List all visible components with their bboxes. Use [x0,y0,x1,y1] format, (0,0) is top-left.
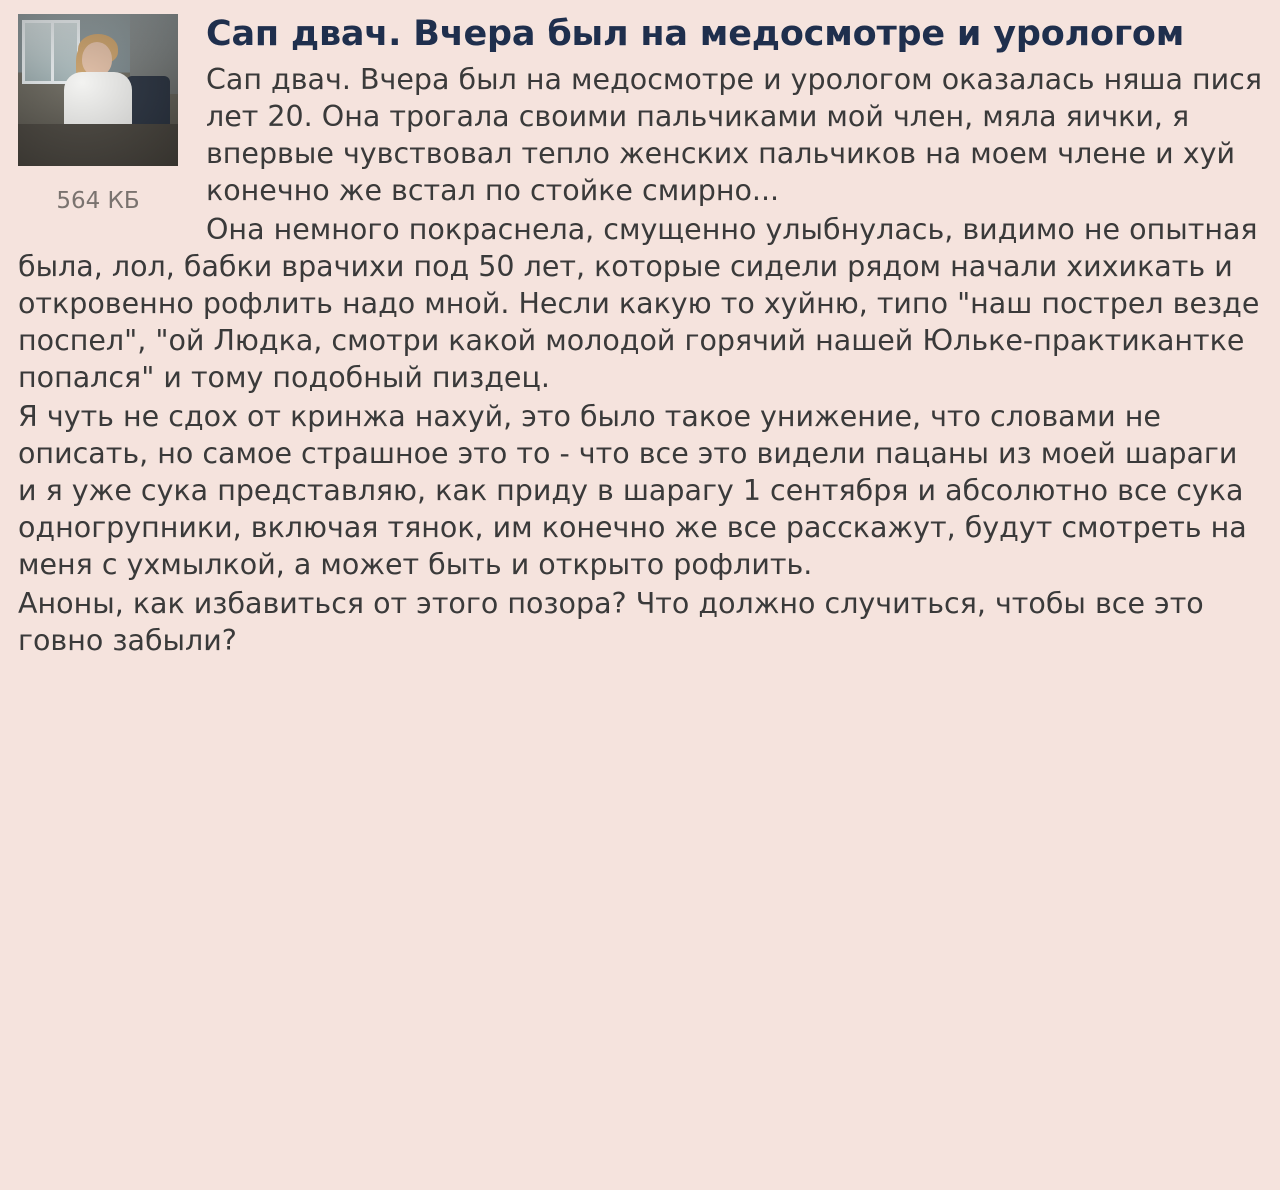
post-subject: Сап двач. Вчера был на медосмотре и урологом [206,14,1185,54]
photo-thumbnail[interactable] [18,14,178,166]
post-paragraph: Я чуть не сдох от кринжа нахуй, это было такое унижение, что словами не описать, но самое страшное это то - что все это видели пацаны из моей шараги и я уже сука представляю, как приду в шарагу 1 сентября и абсолютно все сука одногрупники, включая тянок, им конечно же все расскажут, будут смотреть на меня с ухмылкой, а может быть и открыто рофлить. [18,400,1247,582]
post-body [18,61,1262,660]
post-thumbnail-block [18,14,192,214]
post-paragraph: Сап двач. Вчера был на медосмотре и урологом оказалась няша пися лет 20. Она трогала своими пальчиками мой член, мяла яички, я впервые чувствовал тепло женских пальчиков на моем члене и хуй конечно же встал по стойке смирно... [206,62,1262,207]
post-paragraph: Она немного покраснела, смущенно улыбнулась, видимо не опытная была, лол, бабки врачихи под 50 лет, которые сидели рядом начали хихикать и откровенно рофлить надо мной. Несли какую то хуйню, типо "наш пострел везде поспел", "ой Людка, смотри какой молодой горячий нашей Юльке-практикантке попался" и тому подобный пиздец. [18,212,1260,394]
post-paragraph: Аноны, как избавиться от этого позора? Что должно случиться, чтобы все это говно забыли? [18,587,1204,658]
thumbnail-vignette [18,14,178,166]
file-size-label: 564 КБ [56,188,140,214]
